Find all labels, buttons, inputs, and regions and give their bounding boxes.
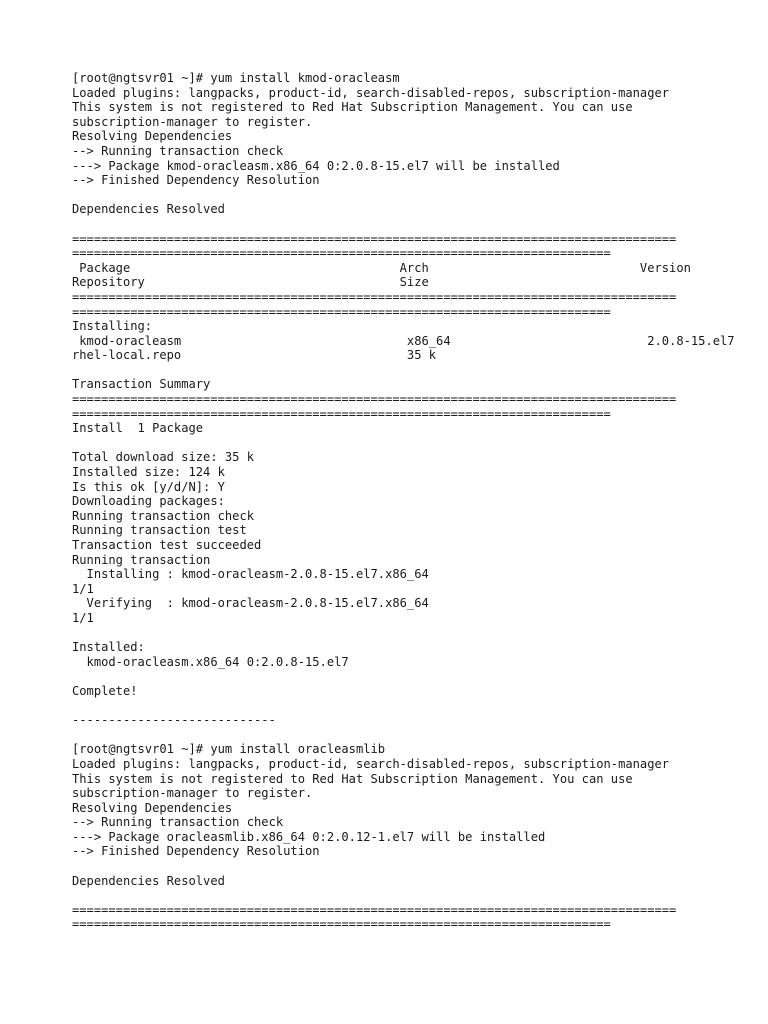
text-line: Installed size: 124 k xyxy=(72,465,225,480)
text-line: Installing : kmod-oracleasm-2.0.8-15.el7.x86_64 xyxy=(72,567,429,582)
text-line: 1/1 xyxy=(72,610,94,625)
separator-line: =================================================================================== xyxy=(72,392,677,407)
text-line: Running transaction xyxy=(72,552,211,567)
blank-line xyxy=(72,859,712,874)
text-line: --> Finished Dependency Resolution xyxy=(72,173,320,188)
text-line: Resolving Dependencies xyxy=(72,129,233,144)
section-heading: Dependencies Resolved xyxy=(72,873,225,888)
text-line: Is this ok [y/d/N]: Y xyxy=(72,479,225,494)
text-line: --> Running transaction check xyxy=(72,815,284,830)
separator-line: =================================================================================== xyxy=(72,231,677,246)
text-line: Downloading packages: xyxy=(72,494,225,509)
blank-line xyxy=(72,728,712,743)
blank-line xyxy=(72,436,712,451)
text-line: Running transaction check xyxy=(72,508,255,523)
section-heading: Dependencies Resolved xyxy=(72,202,225,217)
text-line: Resolving Dependencies xyxy=(72,800,233,815)
section-heading: Installed: xyxy=(72,640,145,655)
section-heading: Transaction Summary xyxy=(72,377,211,392)
text-line: --> Finished Dependency Resolution xyxy=(72,844,320,859)
table-row: rhel-local.repo 35 k xyxy=(72,348,437,363)
table-row: kmod-oracleasm x86_64 2.0.8-15.el7 xyxy=(72,333,735,348)
blank-line xyxy=(72,626,712,641)
text-line: This system is not registered to Red Hat Subscription Management. You can use xyxy=(72,100,633,115)
text-line: Running transaction test xyxy=(72,523,247,538)
text-line: Install 1 Package xyxy=(72,421,204,436)
table-header: Repository Size xyxy=(72,275,429,290)
separator-line: =================================================================================== xyxy=(72,289,677,304)
text-line: 1/1 xyxy=(72,581,94,596)
text-line: Verifying : kmod-oracleasm-2.0.8-15.el7.x86_64 xyxy=(72,596,429,611)
command-line: [root@ngtsvr01 ~]# yum install oracleasmlib xyxy=(72,742,386,757)
separator-line: ========================================================================== xyxy=(72,246,611,261)
text-line: subscription-manager to register. xyxy=(72,786,313,801)
command-line: [root@ngtsvr01 ~]# yum install kmod-oracleasm xyxy=(72,71,400,85)
text-line: Transaction test succeeded xyxy=(72,538,262,552)
blank-line xyxy=(72,888,712,903)
text-line: Complete! xyxy=(72,683,138,698)
blank-line xyxy=(72,669,712,684)
separator-line: ========================================================================== xyxy=(72,304,611,319)
text-line: Loaded plugins: langpacks, product-id, search-disabled-repos, subscription-manager xyxy=(72,756,670,771)
separator-line: ========================================================================== xyxy=(72,406,611,421)
text-line: kmod-oracleasm.x86_64 0:2.0.8-15.el7 xyxy=(72,654,349,669)
divider-line: ---------------------------- xyxy=(72,713,276,728)
text-line: Installing: xyxy=(72,319,153,334)
blank-line xyxy=(72,217,712,232)
table-header: Package Arch Version xyxy=(72,260,691,275)
text-line: Loaded plugins: langpacks, product-id, search-disabled-repos, subscription-manager xyxy=(72,85,670,100)
text-line: ---> Package kmod-oracleasm.x86_64 0:2.0.8-15.el7 will be installed xyxy=(72,158,560,173)
document-text xyxy=(72,71,735,932)
text-line: This system is not registered to Red Hat Subscription Management. You can use xyxy=(72,771,633,786)
text-line: subscription-manager to register. xyxy=(72,114,313,129)
blank-line xyxy=(72,699,712,714)
blank-line xyxy=(72,363,712,378)
text-line: ---> Package oracleasmlib.x86_64 0:2.0.12-1.el7 will be installed xyxy=(72,829,546,844)
text-line: --> Running transaction check xyxy=(72,143,284,158)
blank-line xyxy=(72,188,712,203)
text-line: Total download size: 35 k xyxy=(72,450,255,465)
separator-line: ========================================================================== xyxy=(72,917,611,932)
separator-line: =================================================================================== xyxy=(72,902,677,917)
